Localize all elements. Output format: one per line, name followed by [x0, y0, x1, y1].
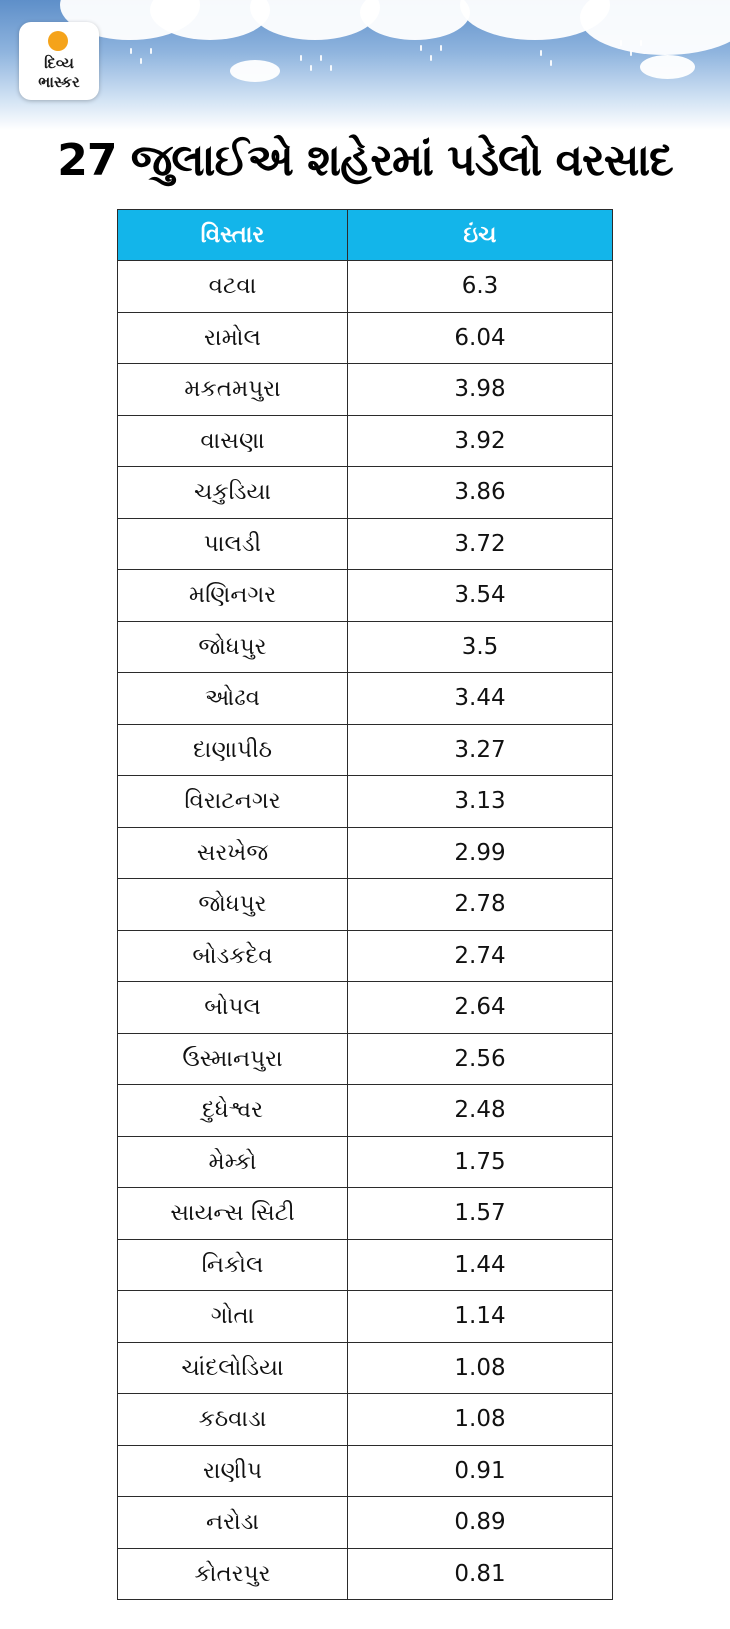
- area-name-cell: જોધપુર: [118, 879, 348, 931]
- weather-banner: [0, 0, 730, 130]
- area-name-cell: પાલડી: [118, 518, 348, 570]
- table-row: [118, 1548, 613, 1600]
- rainfall-inches-cell: 3.86: [348, 467, 613, 519]
- table-row: [118, 570, 613, 622]
- logo-text-line1: દિવ્ય: [44, 54, 74, 72]
- table-row: [118, 518, 613, 570]
- area-name-cell: નિકોલ: [118, 1239, 348, 1291]
- table-row: [118, 261, 613, 313]
- rainfall-inches-cell: 2.48: [348, 1085, 613, 1137]
- table-row: [118, 930, 613, 982]
- cloud-shape: [580, 0, 730, 55]
- area-name-cell: બોપલ: [118, 982, 348, 1034]
- rainfall-inches-cell: 2.64: [348, 982, 613, 1034]
- area-name-cell: ઓઢવ: [118, 673, 348, 725]
- table-row: [118, 673, 613, 725]
- area-name-cell: સાયન્સ સિટી: [118, 1188, 348, 1240]
- area-name-cell: કઠવાડા: [118, 1394, 348, 1446]
- column-header-area: વિસ્તાર: [118, 210, 348, 261]
- table-row: [118, 1445, 613, 1497]
- table-row: [118, 1497, 613, 1549]
- rainfall-inches-cell: 2.78: [348, 879, 613, 931]
- rainfall-inches-cell: 2.74: [348, 930, 613, 982]
- table-header-row: [118, 210, 613, 261]
- area-name-cell: ગોતા: [118, 1291, 348, 1343]
- table-row: [118, 621, 613, 673]
- rainfall-inches-cell: 3.92: [348, 415, 613, 467]
- table-row: [118, 1033, 613, 1085]
- rainfall-inches-cell: 0.91: [348, 1445, 613, 1497]
- rainfall-inches-cell: 2.56: [348, 1033, 613, 1085]
- table-row: [118, 776, 613, 828]
- logo-text-line2: ભાસ્કર: [38, 73, 80, 91]
- area-name-cell: વાસણા: [118, 415, 348, 467]
- table-row: [118, 467, 613, 519]
- area-name-cell: સરખેજ: [118, 827, 348, 879]
- table-row: [118, 1239, 613, 1291]
- cloud-shape: [230, 60, 280, 82]
- table-row: [118, 1136, 613, 1188]
- area-name-cell: ઉસ્માનપુરા: [118, 1033, 348, 1085]
- area-name-cell: ચકુડિયા: [118, 467, 348, 519]
- rainfall-inches-cell: 1.57: [348, 1188, 613, 1240]
- rainfall-inches-cell: 6.3: [348, 261, 613, 313]
- table-row: [118, 827, 613, 879]
- area-name-cell: બોડકદેવ: [118, 930, 348, 982]
- rainfall-table: [117, 209, 613, 1600]
- column-header-inches: ઇંચ: [348, 210, 613, 261]
- area-name-cell: નરોડા: [118, 1497, 348, 1549]
- table-row: [118, 415, 613, 467]
- area-name-cell: વટવા: [118, 261, 348, 313]
- cloud-shape: [360, 0, 470, 40]
- table-row: [118, 982, 613, 1034]
- table-row: [118, 1291, 613, 1343]
- table-row: [118, 1394, 613, 1446]
- rainfall-inches-cell: 1.14: [348, 1291, 613, 1343]
- area-name-cell: કોતરપુર: [118, 1548, 348, 1600]
- rainfall-inches-cell: 1.08: [348, 1342, 613, 1394]
- table-row: [118, 879, 613, 931]
- rainfall-inches-cell: 3.98: [348, 364, 613, 416]
- rainfall-inches-cell: 6.04: [348, 312, 613, 364]
- table-row: [118, 724, 613, 776]
- rainfall-inches-cell: 3.44: [348, 673, 613, 725]
- table-row: [118, 1188, 613, 1240]
- area-name-cell: દુધેશ્વર: [118, 1085, 348, 1137]
- rainfall-inches-cell: 3.72: [348, 518, 613, 570]
- sun-icon: [48, 31, 68, 51]
- rainfall-inches-cell: 2.99: [348, 827, 613, 879]
- rainfall-inches-cell: 1.44: [348, 1239, 613, 1291]
- area-name-cell: મણિનગર: [118, 570, 348, 622]
- rainfall-inches-cell: 3.5: [348, 621, 613, 673]
- cloud-shape: [640, 55, 695, 79]
- table-body: [118, 261, 613, 1600]
- table-row: [118, 312, 613, 364]
- area-name-cell: રામોલ: [118, 312, 348, 364]
- page-title: 27 જુલાઈએ શહેરમાં પડેલો વરસાદ: [57, 135, 673, 186]
- area-name-cell: દાણાપીઠ: [118, 724, 348, 776]
- rainfall-inches-cell: 1.08: [348, 1394, 613, 1446]
- table-row: [118, 1085, 613, 1137]
- area-name-cell: વિરાટનગર: [118, 776, 348, 828]
- rainfall-inches-cell: 3.54: [348, 570, 613, 622]
- area-name-cell: મેમ્કો: [118, 1136, 348, 1188]
- area-name-cell: જોધપુર: [118, 621, 348, 673]
- area-name-cell: રાણીપ: [118, 1445, 348, 1497]
- table-row: [118, 364, 613, 416]
- rainfall-inches-cell: 0.81: [348, 1548, 613, 1600]
- rainfall-inches-cell: 3.13: [348, 776, 613, 828]
- table-row: [118, 1342, 613, 1394]
- brand-logo[interactable]: [19, 22, 99, 100]
- rainfall-inches-cell: 1.75: [348, 1136, 613, 1188]
- area-name-cell: ચાંદલોડિયા: [118, 1342, 348, 1394]
- area-name-cell: મકતમપુરા: [118, 364, 348, 416]
- rainfall-inches-cell: 0.89: [348, 1497, 613, 1549]
- rainfall-inches-cell: 3.27: [348, 724, 613, 776]
